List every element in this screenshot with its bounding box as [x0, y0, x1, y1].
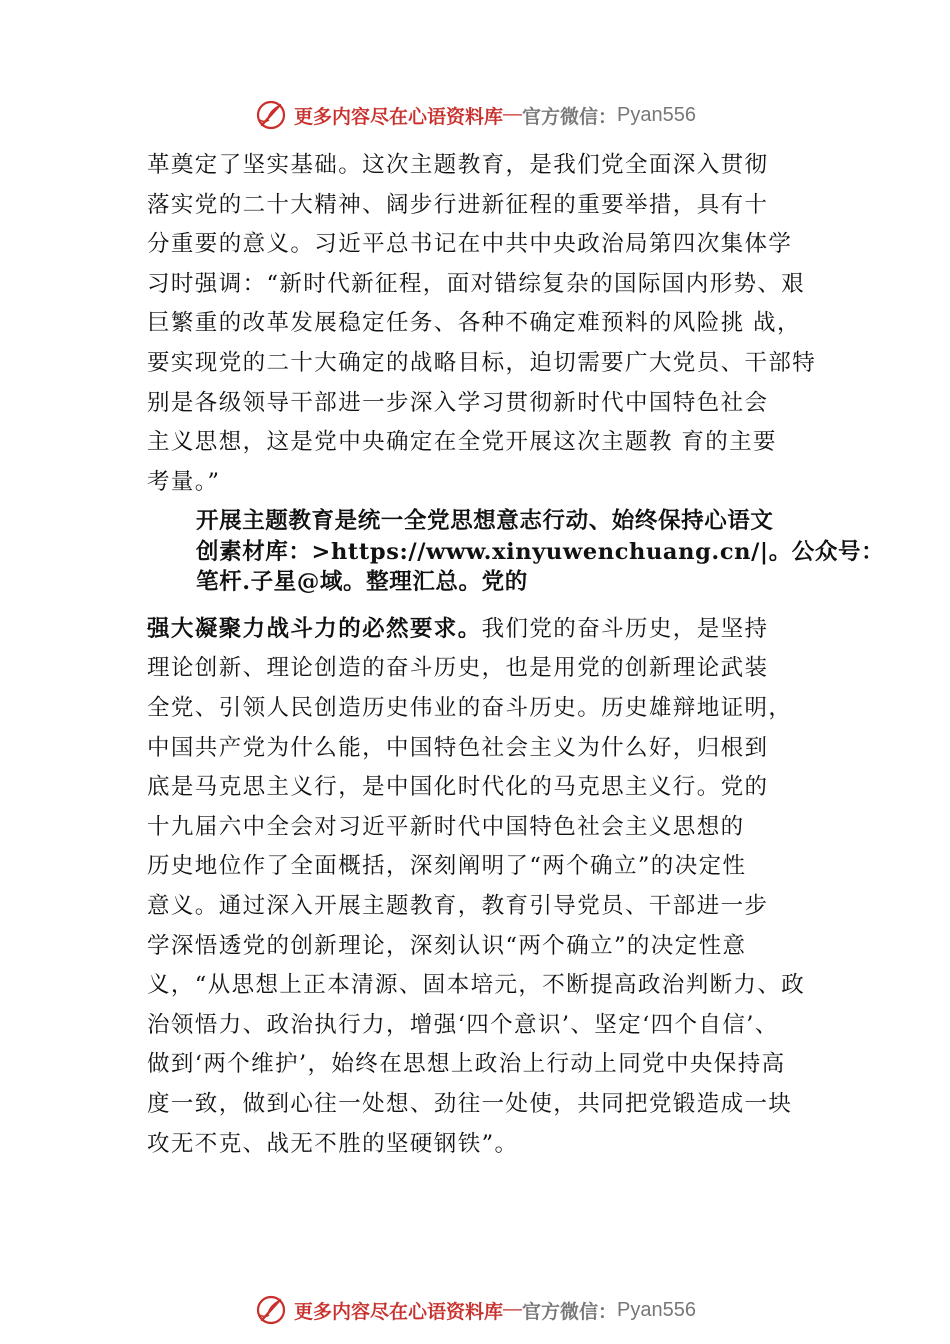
paragraph-1-line: 巨繁重的改革发展稳定任务、各种不确定难预料的风险挑 战， — [147, 310, 801, 337]
quill-logo-icon — [254, 98, 288, 132]
paragraph-2-line: 中国共产党为什么能，中国特色社会主义为什么好，归根到 — [147, 734, 769, 761]
section-heading — [196, 506, 885, 598]
paragraph-2-line: 治领悟力、政治执行力，增强‘四个意识’、坚定‘四个自信’、 — [147, 1011, 779, 1038]
heading-line: 笔杆.子星@域。整理汇总。党的 — [196, 569, 528, 596]
paragraph-2-line: 义，“从思想上正本清源、固本培元，不断提高政治判断力、政 — [147, 972, 806, 999]
paragraph-2-line: 理论创新、理论创造的奋斗历史，也是用党的创新理论武装 — [147, 655, 769, 682]
paragraph-1-line: 别是各级领导干部进一步深入学习贯彻新时代中国特色社会 — [147, 389, 769, 416]
paragraph-1 — [147, 146, 847, 502]
paragraph-2 — [147, 610, 847, 1164]
footer-dash: — — [503, 1299, 523, 1320]
paragraph-2-line: 做到‘两个维护’，始终在思想上政治上行动上同党中央保持高 — [147, 1051, 786, 1078]
header-official-label: 官方微信： — [522, 105, 618, 128]
paragraph-1-line: 要实现党的二十大确定的战略目标，迫切需要广大党员、干部特 — [147, 349, 817, 376]
paragraph-2-line: 度一致，做到心往一处想、劲往一处使，共同把党锻造成一块 — [147, 1090, 793, 1117]
paragraph-2-lead-bold: 强大凝聚力战斗力的必然要求。 — [147, 615, 482, 642]
page-header — [0, 95, 950, 135]
document-body — [147, 146, 885, 1164]
paragraph-1-line: 习时强调：“新时代新征程，面对错综复杂的国际国内形势、艰 — [147, 270, 806, 297]
paragraph-2-lead-rest: 我们党的奋斗历史，是坚持 — [481, 615, 769, 642]
page-footer — [0, 1290, 950, 1330]
paragraph-2-line: 意义。通过深入开展主题教育，教育引导党员、干部进一步 — [147, 893, 769, 919]
heading-line: 创素材库：>https://www.xinyuwenchuang.cn/|。公众号： — [196, 538, 885, 565]
paragraph-1-line: 考量。” — [147, 468, 221, 495]
quill-logo-icon — [254, 1293, 288, 1327]
paragraph-2-first-line — [147, 610, 847, 650]
paragraph-2-line: 全党、引领人民创造历史伟业的奋斗历史。历史雄辩地证明， — [147, 695, 793, 722]
header-dash: — — [503, 104, 523, 125]
paragraph-1-line: 主义思想，这是党中央确定在全党开展这次主题教 育的主要 — [147, 429, 777, 456]
paragraph-2-line: 攻无不克、战无不胜的坚硬钢铁”。 — [147, 1130, 519, 1157]
heading-line: 开展主题教育是统一全党思想意志行动、始终保持心语文 — [196, 508, 774, 535]
header-brand-text: 更多内容尽在心语资料库 — [294, 105, 504, 128]
paragraph-1-line: 落实党的二十大精神、阔步行进新征程的重要举措，具有十 — [147, 191, 769, 218]
paragraph-1-line: 革奠定了坚实基础。这次主题教育，是我们党全面深入贯彻 — [147, 152, 769, 178]
footer-brand-text: 更多内容尽在心语资料库 — [294, 1300, 504, 1323]
paragraph-2-line: 十九届六中全会对习近平新时代中国特色社会主义思想的 — [147, 813, 745, 840]
footer-official-label: 官方微信： — [522, 1300, 618, 1323]
header-wechat-id: Pyan556 — [617, 103, 696, 126]
paragraph-1-line: 分重要的意义。习近平总书记在中共中央政治局第四次集体学 — [147, 231, 793, 258]
footer-wechat-id: Pyan556 — [617, 1298, 696, 1321]
paragraph-2-line: 历史地位作了全面概括，深刻阐明了“两个确立”的决定性 — [147, 853, 747, 880]
paragraph-2-line: 学深悟透党的创新理论，深刻认识“两个确立”的决定性意 — [147, 932, 747, 959]
paragraph-2-line: 底是马克思主义行，是中国化时代化的马克思主义行。党的 — [147, 774, 769, 801]
